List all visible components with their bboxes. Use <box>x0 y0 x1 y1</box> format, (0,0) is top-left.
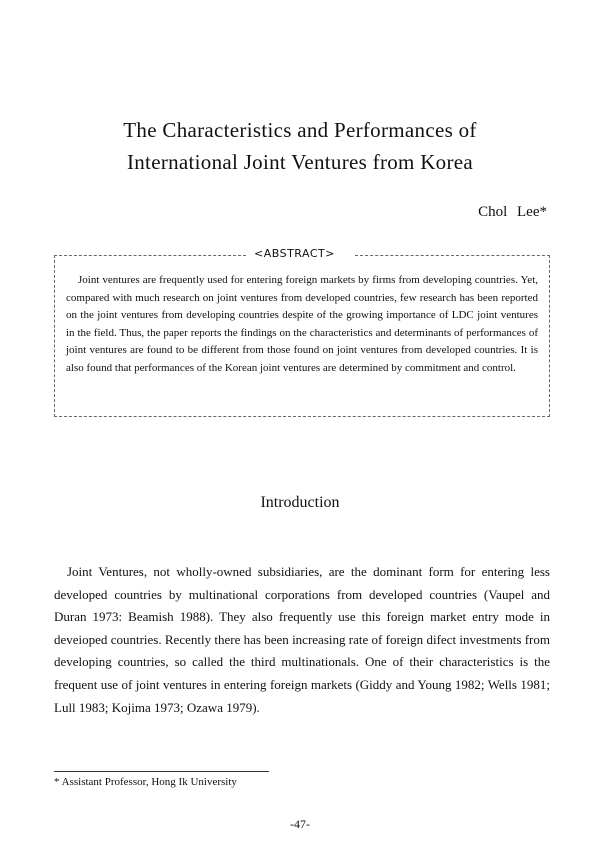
author-name: Chol Lee* <box>478 204 547 220</box>
title-line-2: International Joint Ventures from Korea <box>126 150 474 174</box>
title-line-1: The Characteristics and Performances of <box>123 118 477 142</box>
page-number: -47- <box>290 817 310 831</box>
abstract-text: Joint ventures are frequently used for entering foreign markets by firms from developing countries. Yet, compared with much research on joint ventures from developed countries, few research has been reported on the joint ventures from developing countries despite of the growing importance of LDC joint ventures in the field. Thus, the paper reports the findings on the characteristics and determinants of performances of joint ventures are found to be different from those found on joint ventures from developed countries. It is also found that performances of the Korean joint ventures are determined by commitment and control. <box>66 274 538 374</box>
abstract-heading: <ABSTRACT> <box>254 247 335 260</box>
footnote-rule <box>54 771 269 772</box>
footnote: * Assistant Professor, Hong Ik University <box>54 776 237 788</box>
section-heading-introduction: Introduction <box>260 494 340 511</box>
paper-title <box>0 114 600 178</box>
introduction-paragraph: Joint Ventures, not wholly-owned subsidiaries, are the dominant form for entering less developed countries by multinational corporations from developed countries (Vaupel and Duran 1973: Beamish 1988). They also frequently use this foreign market entry mode in deveioped countries. Recently there has been increasing rate of foreign difect investments from developing countries, so called the third multinationals. One of their characteristics is the frequent use of joint ventures in entering foreign markets (Giddy and Young 1982; Wells 1981; Lull 1983; Kojima 1973; Ozawa 1979). <box>54 564 550 715</box>
